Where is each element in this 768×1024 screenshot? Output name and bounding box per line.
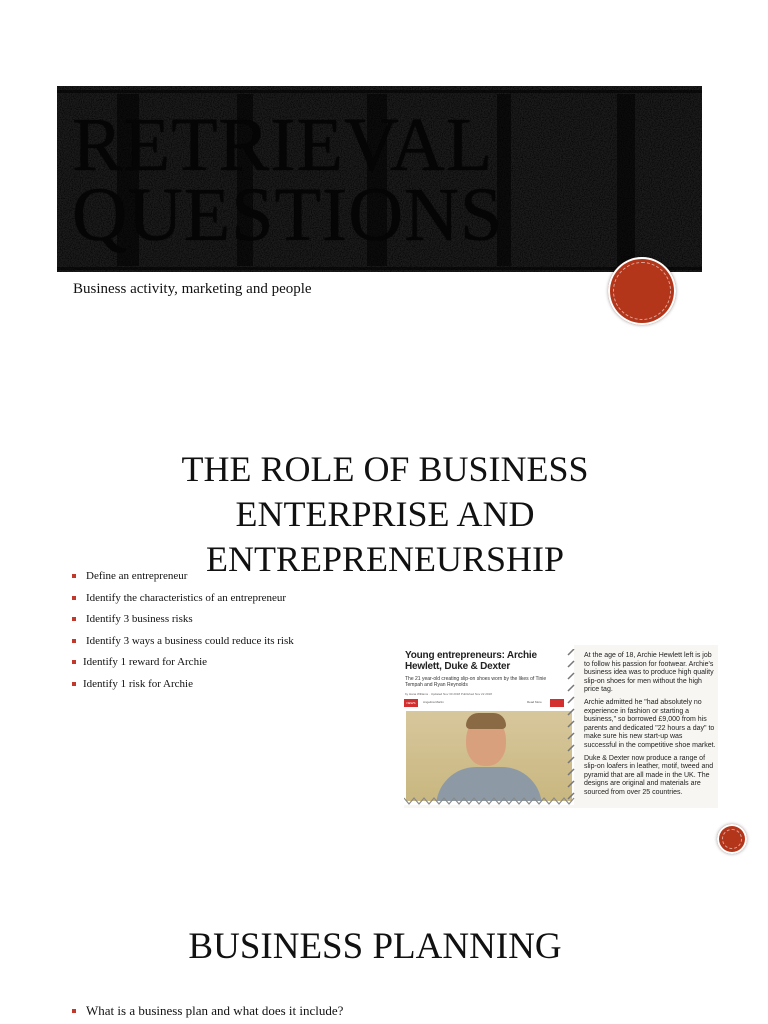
article-paragraph: Duke & Dexter now produce a range of slip-on loafers in leather, motif, tweed and pyramid that are all made in the UK. The designs are original and materials are sourced from over 25 countries. — [584, 754, 714, 796]
article-header — [404, 645, 574, 805]
news-tag: NEWS — [404, 699, 418, 707]
slide-title: RETRIEVAL QUESTIONS — [72, 103, 504, 257]
share-badge-icon — [550, 699, 564, 707]
decorative-circle-icon — [608, 257, 676, 325]
section-heading-enterprise: THE ROLE OF BUSINESS ENTERPRISE AND ENTREPRENEURSHIP — [181, 449, 589, 579]
decorative-circle-icon — [717, 824, 747, 854]
article-meta-bar — [404, 698, 570, 708]
section-heading-planning: BUSINESS PLANNING — [188, 926, 562, 967]
list-item: Identify the characteristics of an entrepreneur — [72, 592, 294, 614]
torn-edge-icon — [566, 649, 576, 805]
read-more-link: Read More — [527, 700, 542, 704]
article-clipping — [404, 645, 718, 808]
list-item: Define an entrepreneur — [72, 570, 294, 592]
list-item: What is a business plan and what does it include? — [72, 1003, 343, 1019]
list-item: Identify 1 risk for Archie — [72, 678, 294, 700]
list-item: Identify 3 business risks — [72, 613, 294, 635]
portrait-photo — [406, 711, 572, 801]
article-author: Angelina Martin — [423, 700, 444, 704]
article-title: Young entrepreneurs: Archie Hewlett, Duke & Dexter — [405, 650, 537, 672]
article-body — [584, 652, 716, 802]
article-paragraph: At the age of 18, Archie Hewlett left is job to follow his passion for footwear. Archie's business idea was to produce high quality slip-on shoes for men without the high price tag. — [584, 652, 714, 694]
article-subtitle: The 21 year-old creating slip-on shoes worn by the likes of Tinie Tempah and Ryan Reynolds — [405, 676, 547, 688]
photo-hair — [466, 713, 506, 729]
article-paragraph: Archie admitted he "had absolutely no experience in fashion or starting a business," so borrowed £9,000 from his parents and dedicated "22 hours a day" to make sure his new start-up was successful in the competitive shoe market. — [584, 698, 716, 749]
article-byline: by Hana Williams · Updated Nov 30 2018 Published Nov 22 2018 — [405, 692, 492, 696]
bullet-list — [72, 570, 294, 700]
list-item: Identify 3 ways a business could reduce its risk — [72, 635, 294, 657]
torn-bottom-edge-icon — [404, 796, 576, 806]
list-item: Identify 1 reward for Archie — [72, 656, 294, 678]
slide-subtitle: Business activity, marketing and people — [73, 281, 312, 297]
